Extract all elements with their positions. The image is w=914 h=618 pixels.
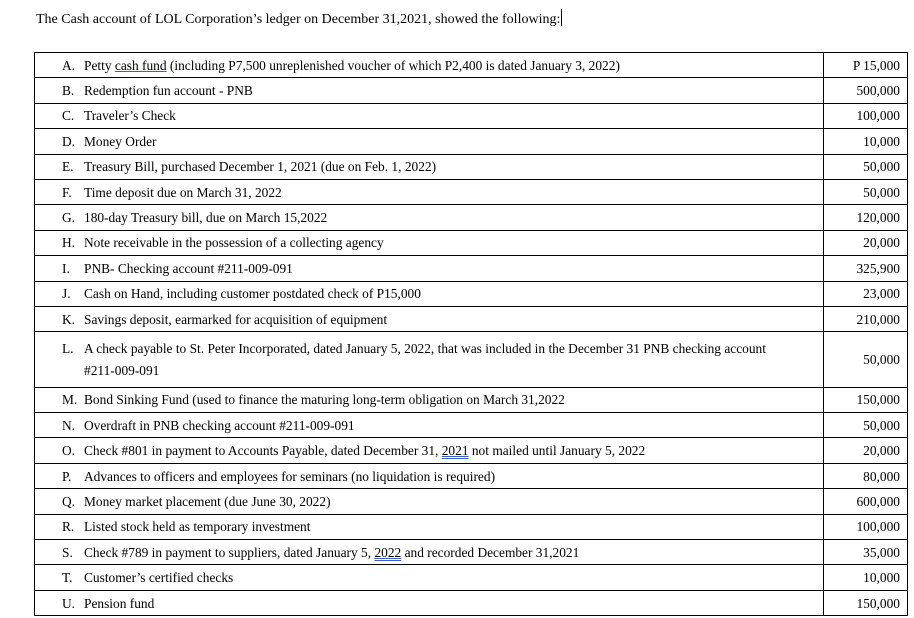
text-cursor <box>561 9 562 26</box>
item-description <box>35 463 824 488</box>
item-text: Money market placement (due June 30, 2022) <box>84 493 331 509</box>
table-row <box>35 230 908 255</box>
table-row <box>35 306 908 331</box>
item-description <box>35 489 824 514</box>
item-letter: R. <box>62 519 75 535</box>
cash-items-table <box>34 52 908 616</box>
table-row <box>35 590 908 615</box>
table-row <box>35 438 908 463</box>
grammar-mark: 2022 <box>374 544 402 560</box>
table-row <box>35 53 908 78</box>
item-text: Listed stock held as temporary investment <box>84 519 311 535</box>
item-letter: K. <box>62 311 76 327</box>
item-letter: F. <box>62 184 72 200</box>
item-description <box>35 179 824 204</box>
item-letter: M. <box>62 392 78 408</box>
item-letter: C. <box>62 108 75 124</box>
item-description <box>35 413 824 438</box>
item-letter: G. <box>62 210 76 226</box>
item-text: PNB- Checking account #211-009-091 <box>84 260 293 276</box>
item-description <box>35 103 824 128</box>
table-row <box>35 103 908 128</box>
table-row <box>35 565 908 590</box>
table-row <box>35 413 908 438</box>
item-amount: 325,900 <box>824 256 908 281</box>
item-description <box>35 514 824 539</box>
item-text: Redemption fun account - PNB <box>84 83 253 99</box>
table-row <box>35 387 908 412</box>
item-amount: 210,000 <box>824 306 908 331</box>
item-description <box>35 154 824 179</box>
table-row <box>35 489 908 514</box>
item-text: Bond Sinking Fund (used to finance the maturing long-term obligation on March 31,2022 <box>84 392 565 408</box>
grammar-mark: 2021 <box>441 443 469 459</box>
item-amount: 150,000 <box>824 387 908 412</box>
item-letter: N. <box>62 417 76 433</box>
item-amount: 150,000 <box>824 590 908 615</box>
item-text: Pension fund <box>84 595 155 611</box>
item-description <box>35 438 824 463</box>
item-amount: 10,000 <box>824 565 908 590</box>
item-text: Overdraft in PNB checking account #211-009-091 <box>84 417 355 433</box>
item-letter: D. <box>62 133 76 149</box>
item-text: Cash on Hand, including customer postdated check of P15,000 <box>84 286 421 302</box>
item-amount: P 15,000 <box>824 53 908 78</box>
item-amount: 50,000 <box>824 179 908 204</box>
item-amount: 50,000 <box>824 154 908 179</box>
item-description <box>35 332 824 387</box>
item-text: Note receivable in the possession of a collecting agency <box>84 235 384 251</box>
item-amount: 50,000 <box>824 332 908 387</box>
item-letter: Q. <box>62 493 76 509</box>
item-amount: 23,000 <box>824 281 908 306</box>
item-letter: J. <box>62 286 71 302</box>
item-letter: U. <box>62 595 76 611</box>
item-amount: 10,000 <box>824 129 908 154</box>
item-text-part: not mailed until January 5, 2022 <box>468 443 646 459</box>
item-description <box>35 565 824 590</box>
table-row <box>35 256 908 281</box>
item-letter: O. <box>62 443 76 459</box>
item-text-part: and recorded December 31,2021 <box>401 544 580 560</box>
item-amount: 35,000 <box>824 540 908 565</box>
item-text-line2: #211-009-091 <box>84 362 160 378</box>
item-description <box>35 540 824 565</box>
item-text: Savings deposit, earmarked for acquisition of equipment <box>84 311 388 327</box>
table-row <box>35 332 908 387</box>
item-description <box>35 205 824 230</box>
item-text-part: Check #789 in payment to suppliers, dated January 5, <box>84 544 375 560</box>
intro-text: The Cash account of LOL Corporation’s ledger on December 31,2021, showed the following: <box>36 12 561 27</box>
item-amount: 20,000 <box>824 438 908 463</box>
item-amount: 600,000 <box>824 489 908 514</box>
item-description <box>35 256 824 281</box>
table-row <box>35 205 908 230</box>
item-description <box>35 387 824 412</box>
item-text: Advances to officers and employees for seminars (no liquidation is required) <box>84 468 496 484</box>
table-row <box>35 154 908 179</box>
item-text: Time deposit due on March 31, 2022 <box>84 184 282 200</box>
item-letter: T. <box>62 570 73 586</box>
item-text-part: Petty <box>84 57 115 73</box>
item-description <box>35 590 824 615</box>
item-amount: 50,000 <box>824 413 908 438</box>
item-description <box>35 53 824 78</box>
item-letter: B. <box>62 83 75 99</box>
item-letter: E. <box>62 159 74 175</box>
table-row <box>35 179 908 204</box>
item-description <box>35 230 824 255</box>
item-letter: A. <box>62 57 76 73</box>
item-letter: H. <box>62 235 76 251</box>
item-amount: 100,000 <box>824 103 908 128</box>
item-text: Customer’s certified checks <box>84 570 234 586</box>
item-amount: 80,000 <box>824 463 908 488</box>
item-amount: 120,000 <box>824 205 908 230</box>
item-text-part: Check #801 in payment to Accounts Payable, dated December 31, <box>84 443 442 459</box>
table-row <box>35 463 908 488</box>
item-text: 180-day Treasury bill, due on March 15,2022 <box>84 210 328 226</box>
item-amount: 20,000 <box>824 230 908 255</box>
item-text: Traveler’s Check <box>84 108 176 124</box>
spellcheck-mark: cash fund <box>114 57 167 73</box>
item-description <box>35 129 824 154</box>
item-description <box>35 281 824 306</box>
item-amount: 500,000 <box>824 78 908 103</box>
item-letter: P. <box>62 468 72 484</box>
table-row <box>35 514 908 539</box>
item-description <box>35 306 824 331</box>
item-text: A check payable to St. Peter Incorporated, dated January 5, 2022, that was included in the December 31 PNB checking account <box>84 340 766 356</box>
item-letter: L. <box>62 340 74 356</box>
item-text: Money Order <box>84 133 157 149</box>
item-letter: S. <box>62 544 73 560</box>
table-row <box>35 129 908 154</box>
item-description <box>35 78 824 103</box>
item-letter: I. <box>62 260 70 276</box>
intro-paragraph <box>36 9 562 29</box>
table-row <box>35 78 908 103</box>
table-row <box>35 540 908 565</box>
item-amount: 100,000 <box>824 514 908 539</box>
item-text-part: (including P7,500 unreplenished voucher of which P2,400 is dated January 3, 2022) <box>166 57 620 73</box>
table-row <box>35 281 908 306</box>
item-text: Treasury Bill, purchased December 1, 2021 (due on Feb. 1, 2022) <box>84 159 437 175</box>
